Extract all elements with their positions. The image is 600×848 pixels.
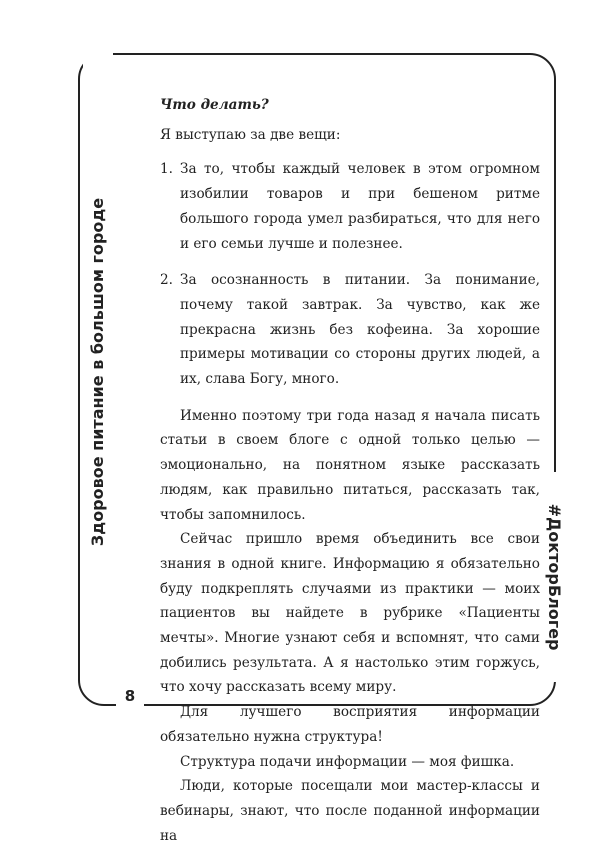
body-paragraph: Структура подачи информации — моя фишка.	[180, 753, 515, 770]
list-item	[160, 268, 540, 392]
body-paragraph: Именно поэтому три года назад я начала писать статьи в своем блоге с одной только целью — эмоционально, на понятном языке рассказать людям, как правильно питаться, рассказать так, чтобы запомнилось.	[160, 407, 540, 523]
intro-line: Я выступаю за две вещи:	[160, 126, 341, 143]
body-paragraph: Сейчас пришло время объединить все свои знания в одной книге. Информацию я обязательно буду подкреплять случаями из практики — моих пациентов вы найдете в рубрике «Пациенты мечты». Многие узнают себя и вспомнят, что сами добились результата. А я настолько этим горжусь, что хочу рассказать всему миру.	[160, 531, 540, 696]
section-heading: Что делать?	[160, 97, 269, 113]
list-item-text: За осознанность в питании. За понимание, почему такой завтрак. За чувство, как же прекрасна жизнь без кофеина. За хорошие примеры мотивации со стороны других людей, а их, слава Богу, много.	[180, 272, 540, 388]
page-content	[160, 93, 540, 848]
body-paragraph: Люди, которые посещали мои мастер-классы и вебинары, знают, что после поданной информации на	[160, 778, 540, 844]
body-paragraph: Для лучшего восприятия информации обязательно нужна структура!	[160, 704, 540, 745]
list-item-number: 1.	[160, 161, 173, 178]
side-hashtag: #ДокторБлогер	[539, 472, 569, 682]
list-item-text: За то, чтобы каждый человек в этом огромном изобилии товаров и при бешеном ритме большого города умел разбираться, что для него и его семьи лучше и полезнее.	[180, 161, 540, 252]
list-item-number: 2.	[160, 272, 173, 289]
page-number: 8	[116, 681, 144, 711]
side-running-title: Здоровое питание в большом городе	[83, 52, 113, 692]
numbered-list	[160, 157, 540, 391]
list-item	[160, 157, 540, 256]
